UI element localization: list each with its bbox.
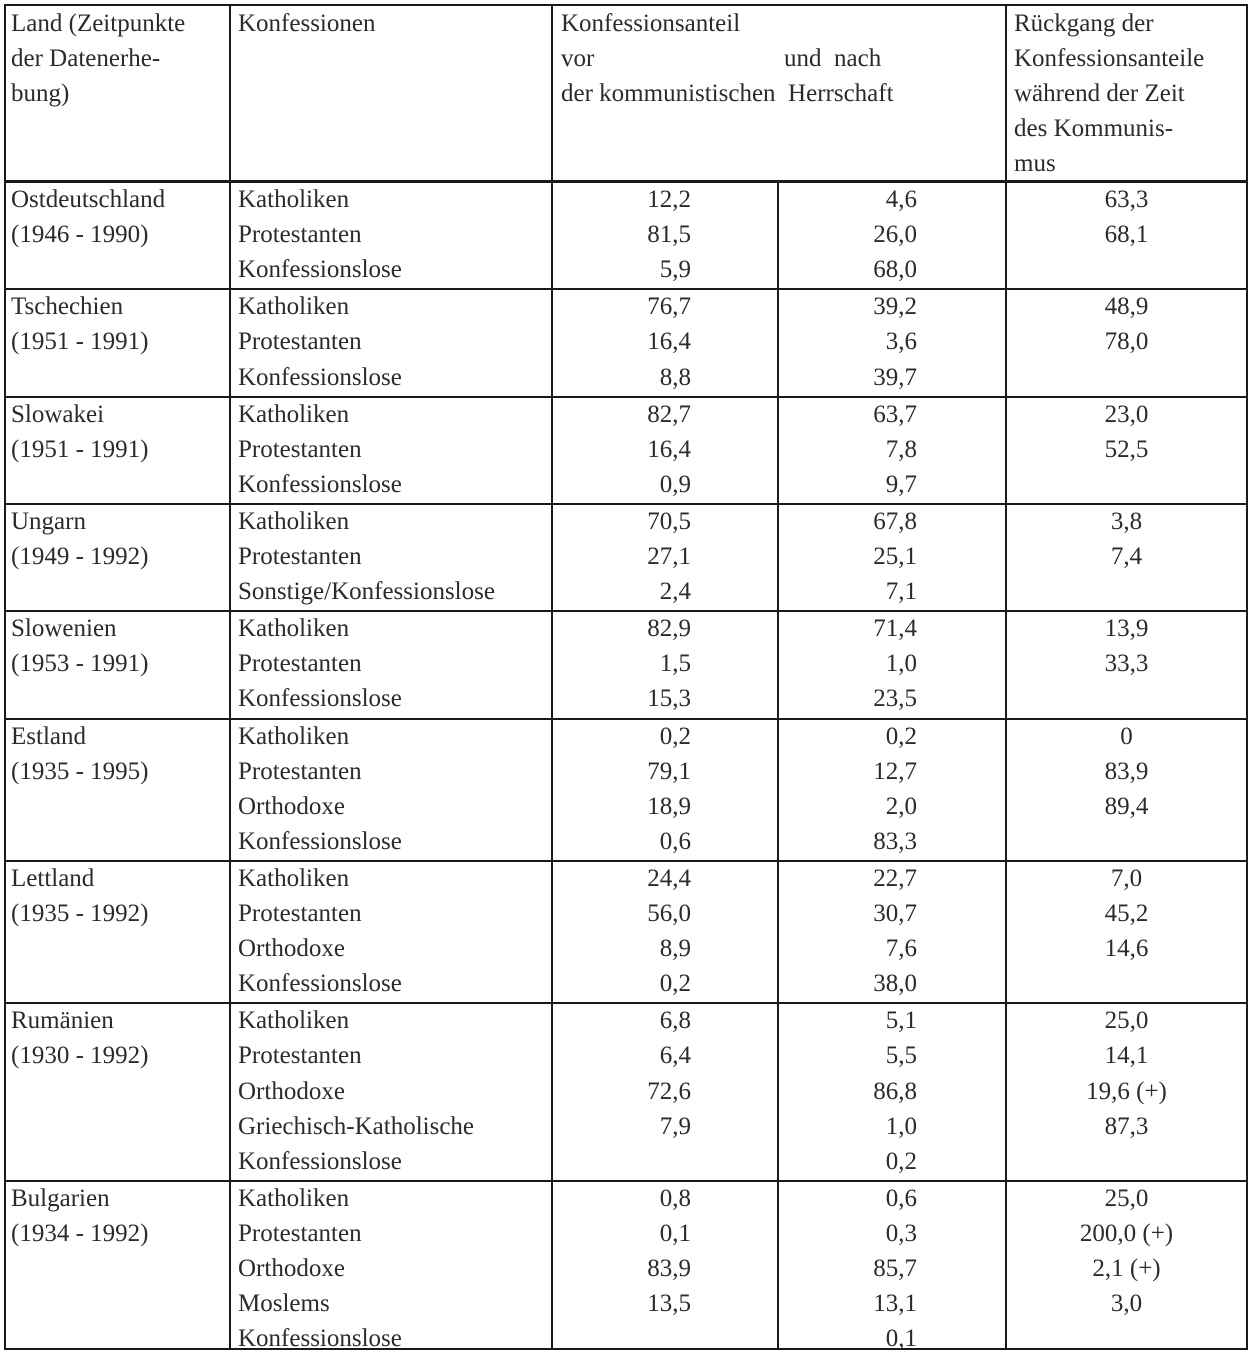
country-years: (1949 - 1992)	[11, 543, 149, 570]
country-years: (1935 - 1992)	[11, 900, 149, 927]
decline-value: 19,6 (+)	[1086, 1077, 1167, 1105]
decline-value: 23,0	[1104, 400, 1149, 428]
share-before-value: 0,8	[659, 1184, 691, 1212]
share-after-value: 1,0	[885, 650, 917, 678]
share-before-value: 13,5	[647, 1290, 691, 1318]
share-before-value: 0,1	[659, 1219, 691, 1247]
confession-label: Griechisch-Katholische	[238, 1112, 475, 1140]
share-before-value: 82,9	[647, 615, 691, 643]
country-name: Slowenien	[11, 615, 117, 643]
confession-label: Protestanten	[238, 1042, 362, 1070]
share-after-value: 5,1	[885, 1007, 917, 1035]
header-rueckgang-line: mus	[1014, 150, 1056, 178]
country-name: Lettland	[11, 864, 95, 892]
share-after-value: 7,8	[885, 435, 917, 463]
share-before-value: 79,1	[647, 757, 691, 785]
header-land-line: der Datenerhe-	[11, 45, 161, 73]
decline-value: 0	[1120, 722, 1133, 750]
header-konfessionsanteil: Konfessionsanteil	[561, 10, 741, 37]
share-after-value: 71,4	[873, 615, 917, 643]
share-before-value: 2,4	[659, 578, 691, 606]
share-before-value: 7,9	[659, 1112, 691, 1140]
share-before-value: 82,7	[647, 400, 691, 428]
share-before-value: 1,5	[659, 650, 691, 678]
decline-value: 3,0	[1110, 1290, 1143, 1318]
share-before-value: 12,2	[647, 186, 691, 213]
share-after-value: 12,7	[873, 757, 917, 785]
confession-label: Konfessionslose	[238, 256, 402, 284]
header-konfessionen: Konfessionen	[238, 10, 376, 37]
share-after-value: 85,7	[873, 1255, 917, 1282]
country-name: Tschechien	[11, 293, 124, 321]
share-before-value: 16,4	[647, 328, 691, 356]
share-before-value: 24,4	[647, 864, 691, 892]
decline-value: 13,9	[1104, 615, 1149, 643]
confession-label: Konfessionslose	[238, 363, 402, 391]
header-vor: vor	[561, 45, 595, 73]
header-land-line: bung)	[11, 80, 70, 108]
decline-value: 45,2	[1104, 900, 1149, 927]
country-name: Estland	[11, 722, 86, 750]
share-before-value: 56,0	[647, 900, 691, 927]
table-border-left	[4, 4, 6, 1350]
decline-value: 2,1 (+)	[1092, 1255, 1161, 1282]
decline-value: 200,0 (+)	[1079, 1219, 1174, 1247]
decline-value: 3,8	[1110, 507, 1143, 535]
country-years: (1953 - 1991)	[11, 650, 149, 678]
header-herrschaft: der kommunistischen Herrschaft	[561, 80, 894, 108]
confession-label: Konfessionslose	[238, 685, 402, 713]
confession-label: Protestanten	[238, 900, 362, 927]
country-years: (1951 - 1991)	[11, 328, 149, 356]
share-after-value: 22,7	[873, 864, 917, 892]
decline-value: 63,3	[1104, 186, 1149, 213]
header-land-line: Land (Zeitpunkte	[11, 10, 186, 37]
country-name: Rumänien	[11, 1007, 114, 1035]
share-before-value: 0,2	[659, 722, 691, 750]
share-after-value: 3,6	[885, 328, 917, 356]
share-before-value: 72,6	[647, 1077, 691, 1105]
confession-label: Sonstige/Konfessionslose	[238, 578, 495, 606]
share-before-value: 83,9	[647, 1255, 691, 1282]
share-before-value: 8,8	[659, 363, 691, 391]
confession-table	[4, 4, 1248, 1353]
confession-label: Katholiken	[238, 1184, 350, 1212]
decline-value: 78,0	[1104, 328, 1149, 356]
confession-label: Orthodoxe	[238, 792, 345, 820]
decline-value: 14,6	[1104, 935, 1149, 963]
confession-label: Konfessionslose	[238, 970, 402, 998]
country-years: (1930 - 1992)	[11, 1042, 149, 1070]
country-name: Bulgarien	[11, 1184, 110, 1212]
header-rueckgang-line: während der Zeit	[1014, 80, 1185, 108]
confession-label: Protestanten	[238, 435, 362, 463]
confession-label: Katholiken	[238, 864, 350, 892]
decline-value: 33,3	[1104, 650, 1149, 678]
share-after-value: 4,6	[885, 186, 917, 213]
decline-value: 25,0	[1104, 1007, 1149, 1035]
confession-label: Konfessionslose	[238, 1147, 402, 1175]
decline-value: 7,0	[1110, 864, 1143, 892]
confession-label: Protestanten	[238, 1219, 362, 1247]
column-divider-konfessionen	[229, 4, 231, 1350]
decline-value: 89,4	[1104, 792, 1149, 820]
share-after-value: 0,2	[885, 1147, 917, 1175]
country-years: (1951 - 1991)	[11, 435, 149, 463]
country-name: Ostdeutschland	[11, 186, 166, 213]
share-after-value: 1,0	[885, 1112, 917, 1140]
share-before-value: 81,5	[647, 221, 691, 249]
share-after-value: 7,1	[885, 578, 917, 606]
country-name: Slowakei	[11, 400, 105, 428]
share-after-value: 39,2	[873, 293, 917, 321]
header-rueckgang-line: des Kommunis-	[1014, 115, 1174, 143]
share-before-value: 8,9	[659, 935, 691, 963]
share-before-value: 16,4	[647, 435, 691, 463]
share-after-value: 39,7	[873, 363, 917, 391]
confession-label: Protestanten	[238, 650, 362, 678]
confession-label: Moslems	[238, 1290, 330, 1318]
header-und-nach: und nach	[784, 45, 882, 73]
share-before-value: 6,4	[659, 1042, 691, 1070]
decline-value: 7,4	[1110, 543, 1143, 570]
decline-value: 48,9	[1104, 293, 1149, 321]
confession-label: Katholiken	[238, 615, 350, 643]
share-before-value: 0,9	[659, 470, 691, 498]
share-before-value: 70,5	[647, 507, 691, 535]
share-after-value: 2,0	[885, 792, 917, 820]
confession-label: Protestanten	[238, 328, 362, 356]
country-years: (1934 - 1992)	[11, 1219, 149, 1247]
share-after-value: 7,6	[885, 935, 917, 963]
share-before-value: 6,8	[659, 1007, 691, 1035]
share-after-value: 67,8	[873, 507, 917, 535]
confession-label: Orthodoxe	[238, 1255, 345, 1282]
confession-label: Katholiken	[238, 293, 350, 321]
country-years: (1935 - 1995)	[11, 757, 149, 785]
confession-label: Konfessionslose	[238, 1325, 402, 1353]
decline-value: 14,1	[1104, 1042, 1149, 1070]
share-after-value: 25,1	[873, 543, 917, 570]
table-border-bottom	[4, 1348, 1248, 1350]
confession-label: Orthodoxe	[238, 1077, 345, 1105]
share-after-value: 5,5	[885, 1042, 917, 1070]
share-after-value: 13,1	[873, 1290, 917, 1318]
header-rueckgang-line: Konfessionsanteile	[1014, 45, 1205, 73]
share-after-value: 23,5	[873, 685, 917, 713]
share-after-value: 86,8	[873, 1077, 917, 1105]
share-before-value: 76,7	[647, 293, 691, 321]
confession-label: Katholiken	[238, 186, 350, 213]
confession-label: Orthodoxe	[238, 935, 345, 963]
share-before-value: 18,9	[647, 792, 691, 820]
share-before-value: 5,9	[659, 256, 691, 284]
country-years: (1946 - 1990)	[11, 221, 149, 249]
confession-label: Katholiken	[238, 1007, 350, 1035]
share-after-value: 0,3	[885, 1219, 917, 1247]
confession-label: Katholiken	[238, 507, 350, 535]
confession-label: Protestanten	[238, 757, 362, 785]
share-after-value: 30,7	[873, 900, 917, 927]
decline-value: 25,0	[1104, 1184, 1149, 1212]
share-after-value: 9,7	[885, 470, 917, 498]
confession-label: Protestanten	[238, 221, 362, 249]
share-after-value: 63,7	[873, 400, 917, 428]
share-before-value: 15,3	[647, 685, 691, 713]
share-before-value: 27,1	[647, 543, 691, 570]
share-after-value: 0,1	[885, 1325, 917, 1353]
share-before-value: 0,6	[659, 827, 691, 855]
share-after-value: 0,2	[885, 722, 917, 750]
confession-label: Konfessionslose	[238, 827, 402, 855]
decline-value: 52,5	[1104, 435, 1149, 463]
confession-label: Katholiken	[238, 722, 350, 750]
header-rueckgang-line: Rückgang der	[1014, 10, 1154, 37]
decline-value: 68,1	[1104, 221, 1149, 249]
share-after-value: 38,0	[873, 970, 917, 998]
share-after-value: 83,3	[873, 827, 917, 855]
share-before-value: 0,2	[659, 970, 691, 998]
share-after-value: 0,6	[885, 1184, 917, 1212]
confession-label: Katholiken	[238, 400, 350, 428]
share-after-value: 26,0	[873, 221, 917, 249]
confession-label: Protestanten	[238, 543, 362, 570]
country-name: Ungarn	[11, 507, 86, 535]
decline-value: 87,3	[1104, 1112, 1149, 1140]
share-after-value: 68,0	[873, 256, 917, 284]
decline-value: 83,9	[1104, 757, 1149, 785]
confession-label: Konfessionslose	[238, 470, 402, 498]
